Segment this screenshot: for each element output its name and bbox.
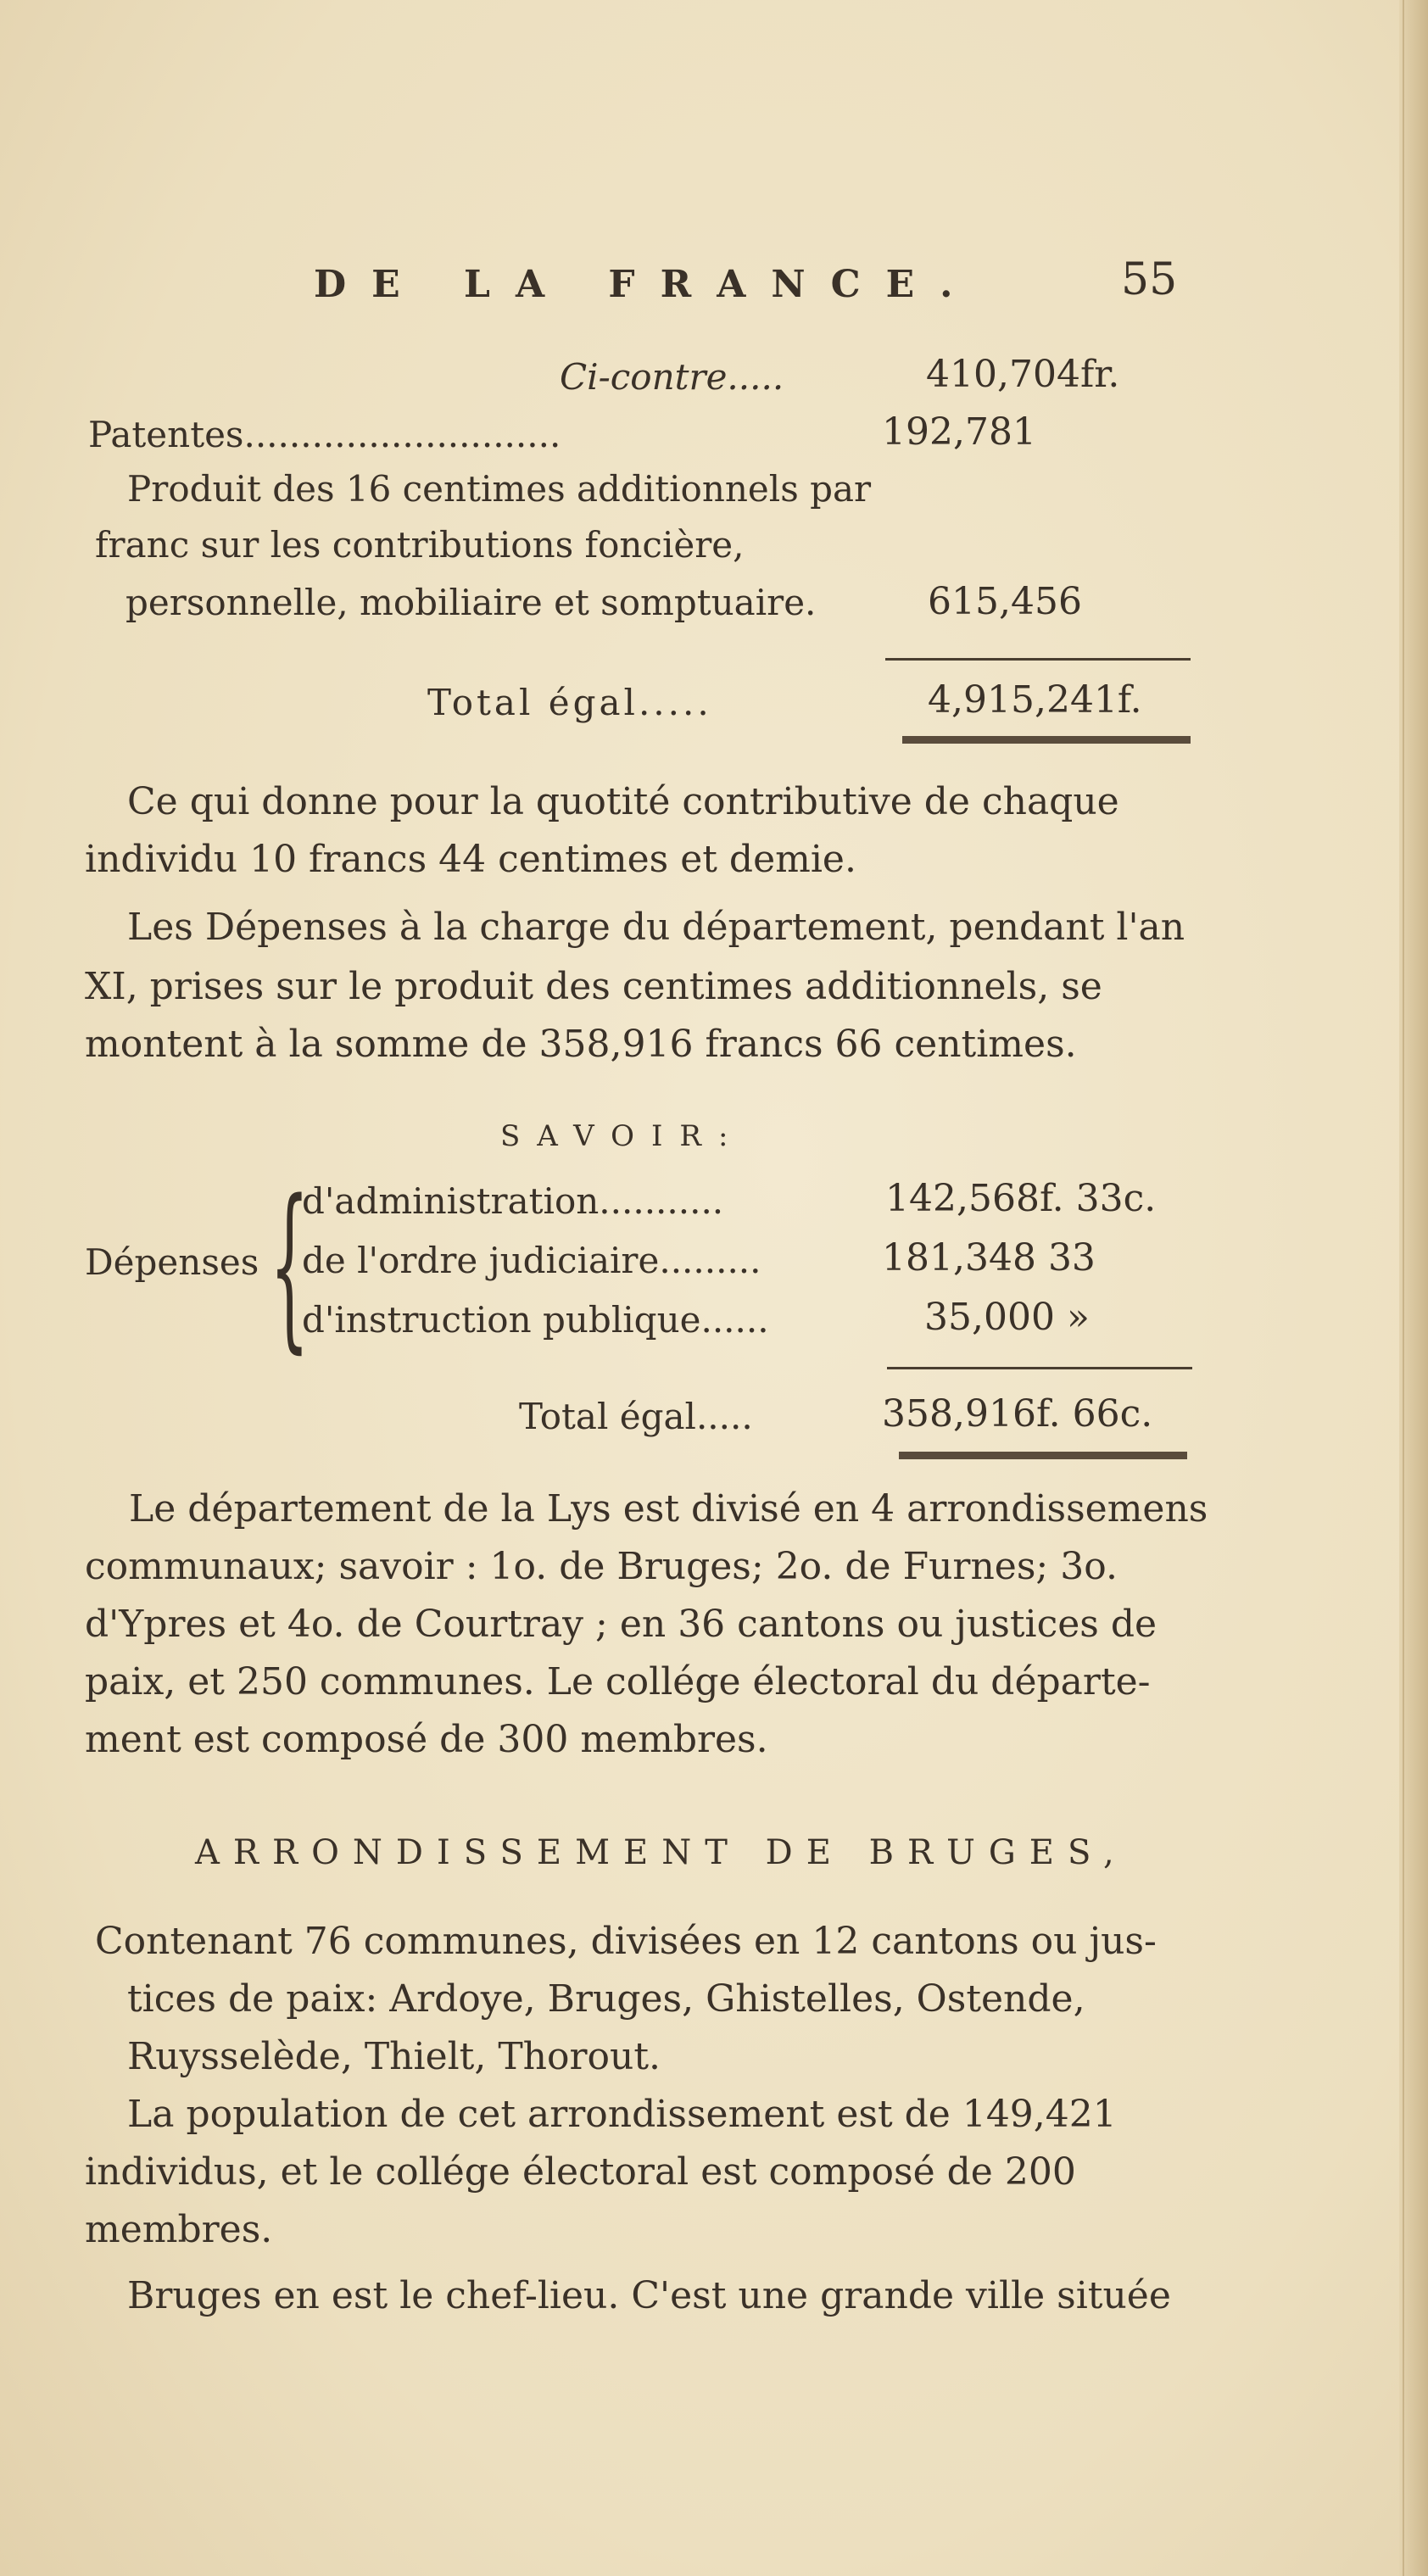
- para5-line-1: La population de cet arrondissement est de 149,421: [127, 2093, 1117, 2136]
- expense-instruction-value: 35,000 »: [924, 1296, 1090, 1339]
- para6-line-1: Bruges en est le chef-lieu. C'est une grande ville située: [127, 2274, 1171, 2317]
- produit-line-2: franc sur les contributions foncière,: [95, 524, 745, 566]
- para4-line-3: Ruysselède, Thielt, Thorout.: [127, 2035, 661, 2078]
- depenses-label: Dépenses: [85, 1241, 259, 1283]
- para3-line-3: d'Ypres et 4o. de Courtray ; en 36 cantons ou justices de: [85, 1603, 1157, 1646]
- expense-administration-value: 142,568f. 33c.: [885, 1177, 1157, 1220]
- patentes-label: Patentes............................: [88, 414, 561, 455]
- para1-line-2: individu 10 francs 44 centimes et demie.: [85, 838, 856, 881]
- savoir-heading: SAVOIR:: [500, 1119, 745, 1153]
- produit-line-1: Produit des 16 centimes additionnels par: [127, 468, 872, 510]
- running-title: DE LA FRANCE.: [314, 263, 979, 306]
- para2-line-2: XI, prises sur le produit des centimes additionnels, se: [85, 965, 1102, 1008]
- expense-judiciaire-value: 181,348 33: [882, 1236, 1096, 1280]
- page-edge-line: [1403, 0, 1404, 2576]
- expenses-total-value: 358,916f. 66c.: [882, 1392, 1153, 1436]
- para1-line-1: Ce qui donne pour la quotité contributive de chaque: [127, 780, 1119, 823]
- produit-value: 615,456: [928, 580, 1082, 623]
- para5-line-2: individus, et le collége électoral est composé de 200: [85, 2150, 1076, 2194]
- para5-line-3: membres.: [85, 2208, 273, 2251]
- total-label: Total égal.....: [427, 682, 712, 723]
- total-value: 4,915,241f.: [928, 678, 1142, 722]
- para2-line-3: montent à la somme de 358,916 francs 66 centimes.: [85, 1023, 1077, 1066]
- para3-line-2: communaux; savoir : 1o. de Bruges; 2o. de Furnes; 3o.: [85, 1545, 1118, 1588]
- patentes-value: 192,781: [882, 410, 1036, 454]
- section-heading: ARRONDISSEMENT DE BRUGES,: [195, 1833, 1128, 1872]
- para3-line-5: ment est composé de 300 membres.: [85, 1718, 768, 1761]
- expenses-sum-rule: [887, 1367, 1192, 1369]
- page-number: 55: [1121, 254, 1178, 305]
- expense-administration-label: d'administration...........: [302, 1180, 724, 1222]
- expense-judiciaire-label: de l'ordre judiciaire.........: [302, 1240, 761, 1281]
- total-double-rule: [902, 736, 1191, 744]
- para4-line-1: Contenant 76 communes, divisées en 12 cantons ou jus-: [95, 1920, 1157, 1963]
- para2-line-1: Les Dépenses à la charge du département, pendant l'an: [127, 906, 1185, 949]
- ci-contre-value: 410,704fr.: [926, 353, 1120, 396]
- expenses-total-label: Total égal.....: [519, 1396, 753, 1437]
- para3-line-1: Le département de la Lys est divisé en 4 arrondissemens: [129, 1487, 1208, 1531]
- sum-rule: [885, 658, 1191, 661]
- para3-line-4: paix, et 250 communes. Le collége électoral du départe-: [85, 1660, 1151, 1703]
- brace-symbol: {: [270, 1162, 310, 1369]
- ci-contre-label: Ci-contre.....: [560, 356, 784, 398]
- para4-line-2: tices de paix: Ardoye, Bruges, Ghistelles, Ostende,: [127, 1977, 1085, 2021]
- produit-line-3: personnelle, mobiliaire et somptuaire.: [126, 582, 817, 623]
- expenses-total-rule: [899, 1452, 1187, 1459]
- expense-instruction-label: d'instruction publique......: [302, 1299, 769, 1341]
